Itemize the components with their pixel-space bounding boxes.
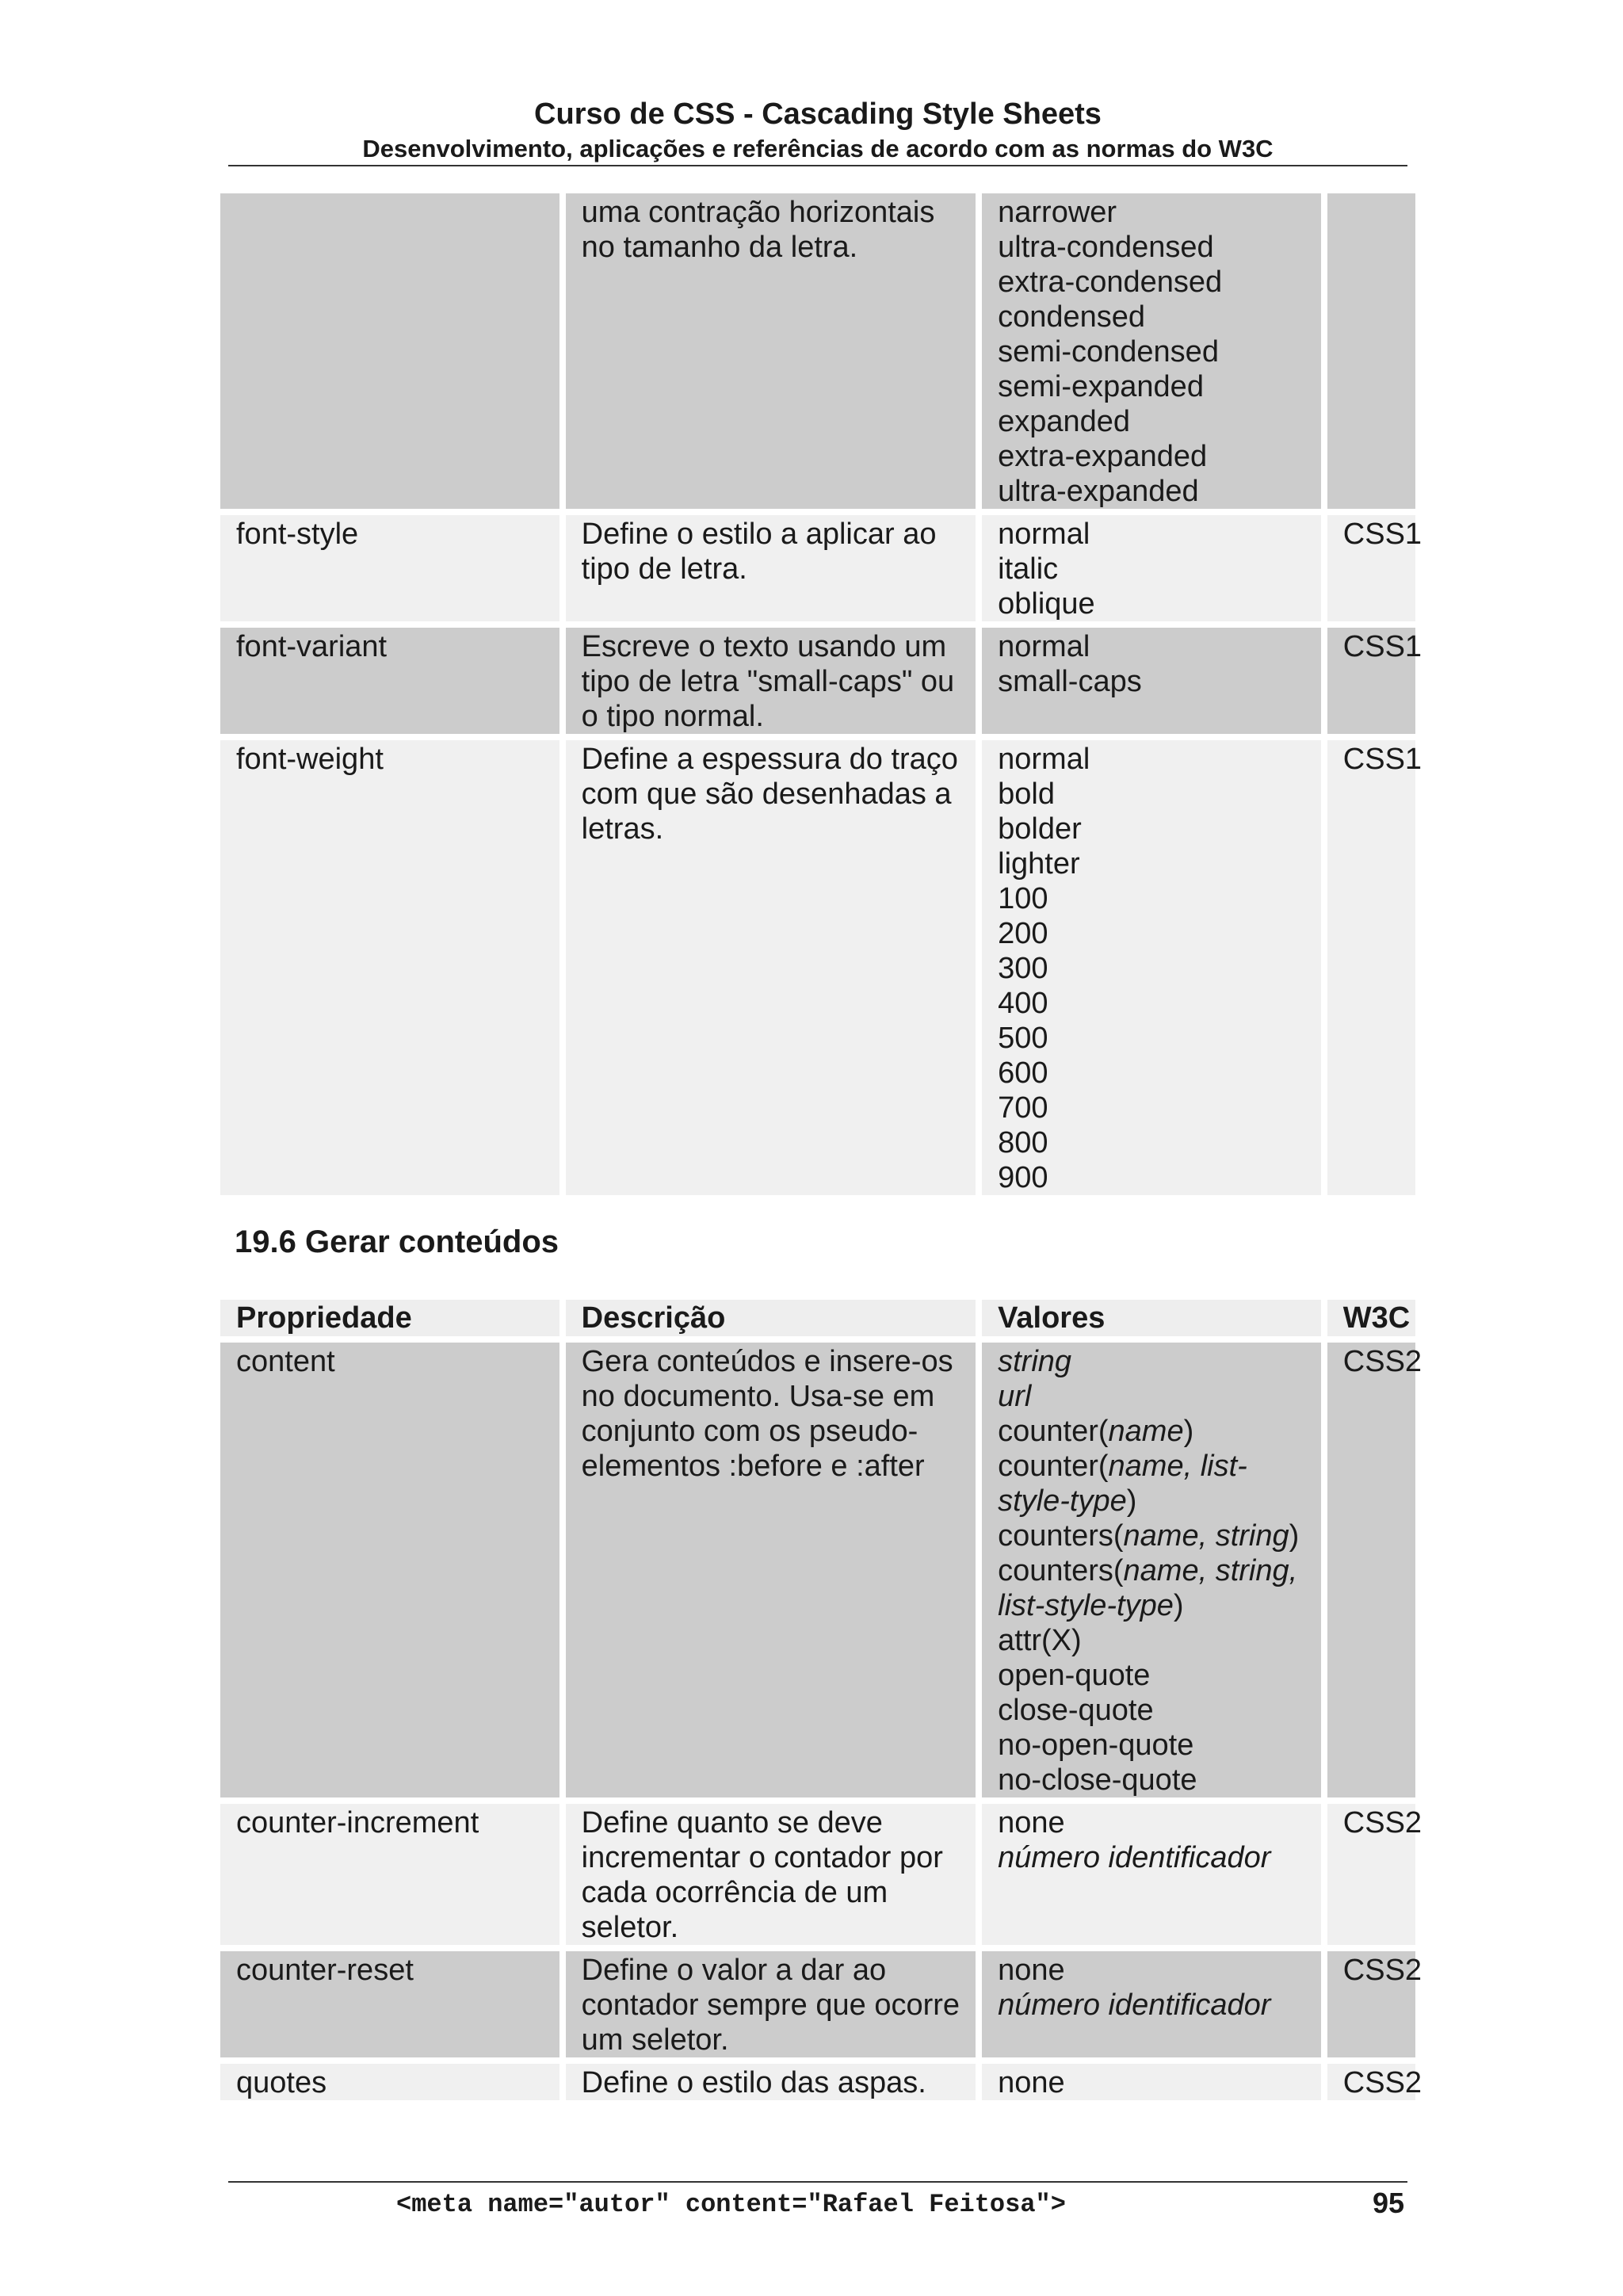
- value-item: bolder: [998, 812, 1082, 846]
- value-item: 500: [998, 1022, 1048, 1055]
- values-cell: [982, 193, 1321, 509]
- w3c-cell: CSS1: [1327, 628, 1415, 734]
- table-row: [220, 740, 1415, 1195]
- value-item: expanded: [998, 405, 1131, 438]
- property-cell: font-variant: [220, 628, 559, 734]
- value-item: normal: [998, 743, 1090, 776]
- value-item: ultra-condensed: [998, 231, 1214, 264]
- value-item: normal: [998, 518, 1090, 551]
- value-item: 300: [998, 952, 1048, 985]
- value-item: counter(name, list-style-type): [998, 1450, 1247, 1518]
- footer-meta-tag: <meta name="autor" content="Rafael Feitosa">: [396, 2190, 1066, 2219]
- w3c-cell: CSS2: [1327, 1804, 1415, 1945]
- value-item: oblique: [998, 587, 1095, 621]
- value-item: 900: [998, 1161, 1048, 1194]
- description-cell: Define o estilo a aplicar ao tipo de letra.: [566, 515, 976, 621]
- values-cell: [982, 1343, 1321, 1797]
- value-item: lighter: [998, 847, 1080, 881]
- value-item: italic: [998, 552, 1059, 586]
- value-item: narrower: [998, 196, 1117, 229]
- page-header: [228, 95, 1407, 165]
- header-divider: [228, 165, 1407, 166]
- property-cell: counter-reset: [220, 1951, 559, 2057]
- value-item: counter(name): [998, 1415, 1194, 1448]
- property-cell: font-weight: [220, 740, 559, 1195]
- footer-divider: [228, 2181, 1407, 2183]
- description-cell: Define quanto se deve incrementar o contador por cada ocorrência de um seletor.: [566, 1804, 976, 1945]
- value-item: string: [998, 1345, 1072, 1378]
- value-item: normal: [998, 630, 1090, 663]
- property-cell: font-style: [220, 515, 559, 621]
- w3c-cell: CSS2: [1327, 2064, 1415, 2100]
- value-item: 800: [998, 1126, 1048, 1159]
- values-cell: [982, 628, 1321, 734]
- value-item: condensed: [998, 300, 1146, 334]
- value-item: 200: [998, 917, 1048, 950]
- value-item: número identificador: [998, 1988, 1271, 2022]
- value-item: close-quote: [998, 1694, 1154, 1727]
- value-item: ultra-expanded: [998, 475, 1199, 508]
- table-header-row: [220, 1300, 1415, 1336]
- table-row: [220, 2064, 1415, 2100]
- description-cell: uma contração horizontais no tamanho da letra.: [566, 193, 976, 509]
- value-item: none: [998, 1954, 1065, 1987]
- value-item: attr(X): [998, 1624, 1082, 1657]
- section-heading: 19.6 Gerar conteúdos: [235, 1224, 559, 1259]
- w3c-cell: CSS1: [1327, 740, 1415, 1195]
- value-item: 400: [998, 987, 1048, 1020]
- w3c-cell: CSS2: [1327, 1951, 1415, 2057]
- table-row: [220, 1951, 1415, 2057]
- value-item: counters(name, string): [998, 1519, 1300, 1553]
- value-item: 600: [998, 1056, 1048, 1090]
- property-cell: counter-increment: [220, 1804, 559, 1945]
- table-row: [220, 193, 1415, 509]
- column-header-w3c: W3C: [1327, 1300, 1415, 1336]
- values-cell: [982, 740, 1321, 1195]
- value-item: extra-condensed: [998, 266, 1223, 299]
- value-item: 100: [998, 882, 1048, 915]
- w3c-cell: [1327, 193, 1415, 509]
- description-cell: Define o valor a dar ao contador sempre que ocorre um seletor.: [566, 1951, 976, 2057]
- description-cell: Escreve o texto usando um tipo de letra "small-caps" ou o tipo normal.: [566, 628, 976, 734]
- value-item: no-open-quote: [998, 1729, 1194, 1762]
- value-item: bold: [998, 777, 1055, 811]
- table-row: [220, 1343, 1415, 1797]
- document-subtitle: Desenvolvimento, aplicações e referências de acordo com as normas do W3C: [362, 135, 1274, 162]
- value-item: no-close-quote: [998, 1763, 1197, 1797]
- value-item: url: [998, 1380, 1032, 1413]
- value-item: semi-condensed: [998, 335, 1219, 369]
- document-title: Curso de CSS - Cascading Style Sheets: [534, 97, 1102, 131]
- property-cell: content: [220, 1343, 559, 1797]
- font-properties-table: [214, 187, 1422, 1201]
- property-cell: [220, 193, 559, 509]
- table-row: [220, 515, 1415, 621]
- value-item: 700: [998, 1091, 1048, 1125]
- values-cell: [982, 1804, 1321, 1945]
- value-item: small-caps: [998, 665, 1142, 698]
- property-cell: quotes: [220, 2064, 559, 2100]
- value-item: extra-expanded: [998, 440, 1208, 473]
- table-row: [220, 1804, 1415, 1945]
- column-header-description: Descrição: [566, 1300, 976, 1336]
- generated-content-table: [214, 1293, 1422, 2107]
- column-header-values: Valores: [982, 1300, 1321, 1336]
- description-cell: Define a espessura do traço com que são desenhadas a letras.: [566, 740, 976, 1195]
- value-item: número identificador: [998, 1841, 1271, 1874]
- description-cell: Define o estilo das aspas.: [566, 2064, 976, 2100]
- values-cell: [982, 2064, 1321, 2100]
- value-item: none: [998, 2066, 1065, 2099]
- values-cell: [982, 515, 1321, 621]
- value-item: counters(name, string, list-style-type): [998, 1554, 1298, 1622]
- page-number: 95: [1372, 2187, 1404, 2219]
- value-item: semi-expanded: [998, 370, 1204, 403]
- table-row: [220, 628, 1415, 734]
- w3c-cell: CSS1: [1327, 515, 1415, 621]
- column-header-property: Propriedade: [220, 1300, 559, 1336]
- values-cell: [982, 1951, 1321, 2057]
- value-item: none: [998, 1806, 1065, 1839]
- w3c-cell: CSS2: [1327, 1343, 1415, 1797]
- value-item: open-quote: [998, 1659, 1151, 1692]
- description-cell: Gera conteúdos e insere-os no documento. Usa-se em conjunto com os pseudo-elementos :before e :after: [566, 1343, 976, 1797]
